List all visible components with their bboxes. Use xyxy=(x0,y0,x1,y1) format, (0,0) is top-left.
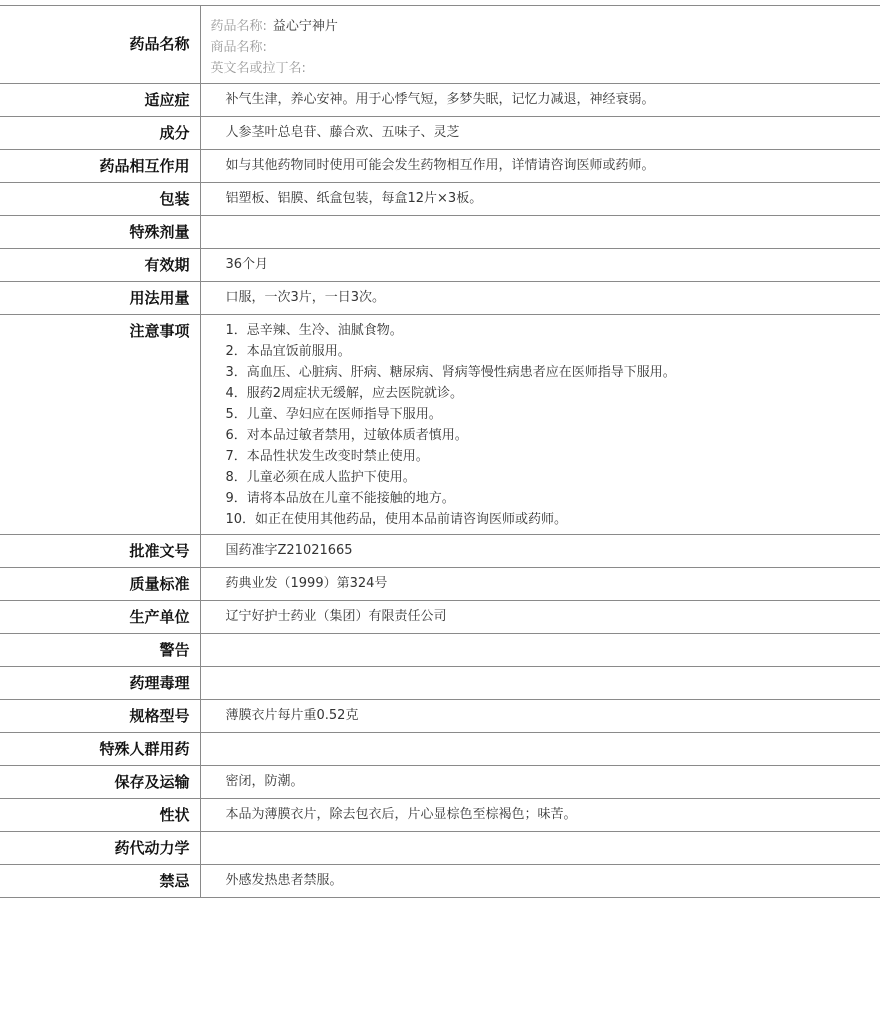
row-label: 特殊人群用药 xyxy=(99,740,190,758)
row-value: 36个月 xyxy=(225,257,269,272)
row-approval-number xyxy=(0,535,880,568)
generic-name-line xyxy=(211,16,880,37)
row-storage xyxy=(0,766,880,799)
row-label: 保存及运输 xyxy=(114,773,190,791)
row-value: 外感发热患者禁服。 xyxy=(225,873,343,888)
row-label: 适应症 xyxy=(144,91,190,109)
list-item: 3．高血压、心脏病、肝病、糖尿病、肾病等慢性病患者应在医师指导下服用。 xyxy=(225,365,676,380)
row-special-dosage xyxy=(0,216,880,249)
row-label: 注意事项 xyxy=(129,322,190,340)
row-precautions xyxy=(0,315,880,535)
precautions-list xyxy=(226,315,880,530)
row-packaging xyxy=(0,183,880,216)
row-value: 薄膜衣片每片重0.52克 xyxy=(225,708,359,723)
row-specification xyxy=(0,700,880,733)
row-value: 口服，一次3片，一日3次。 xyxy=(225,290,386,305)
list-item: 1．忌辛辣、生冷、油腻食物。 xyxy=(225,323,403,338)
row-label: 药品名称 xyxy=(129,35,190,53)
row-shelf-life xyxy=(0,249,880,282)
list-item: 4．服药2周症状无缓解，应去医院就诊。 xyxy=(225,386,464,401)
row-label: 生产单位 xyxy=(129,608,190,626)
row-label: 药理毒理 xyxy=(129,674,190,692)
row-label: 包装 xyxy=(159,190,190,208)
row-value: 国药准字Z21021665 xyxy=(225,543,353,558)
row-label: 性状 xyxy=(159,806,190,824)
row-ingredients xyxy=(0,117,880,150)
row-drug-name xyxy=(0,6,880,84)
list-item: 5．儿童、孕妇应在医师指导下服用。 xyxy=(225,407,442,422)
row-contraindications xyxy=(0,865,880,898)
row-manufacturer xyxy=(0,601,880,634)
list-item: 6．对本品过敏者禁用，过敏体质者慎用。 xyxy=(225,428,468,443)
row-value: 辽宁好护士药业（集团）有限责任公司 xyxy=(225,609,447,624)
row-pharmacology xyxy=(0,667,880,700)
list-item: 7．本品性状发生改变时禁止使用。 xyxy=(225,449,429,464)
row-warning xyxy=(0,634,880,667)
row-indications xyxy=(0,84,880,117)
list-item: 2．本品宜饭前服用。 xyxy=(225,344,351,359)
row-value: 人参茎叶总皂苷、藤合欢、五味子、灵芝 xyxy=(225,125,460,140)
row-label: 规格型号 xyxy=(129,707,190,725)
row-label: 药品相互作用 xyxy=(99,157,190,175)
row-value: 补气生津，养心安神。用于心悸气短，多梦失眠，记忆力减退，神经衰弱。 xyxy=(225,92,655,107)
row-label: 成分 xyxy=(159,124,190,142)
row-label: 质量标准 xyxy=(129,575,190,593)
row-label: 警告 xyxy=(159,641,190,659)
row-description xyxy=(0,799,880,832)
drug-spec-table xyxy=(0,5,880,898)
row-label-cell xyxy=(0,6,200,84)
row-drug-interactions xyxy=(0,150,880,183)
row-value: 如与其他药物同时使用可能会发生药物相互作用，详情请咨询医师或药师。 xyxy=(225,158,655,173)
row-value: 密闭，防潮。 xyxy=(225,774,304,789)
row-label: 特殊剂量 xyxy=(129,223,190,241)
row-quality-standard xyxy=(0,568,880,601)
row-label: 药代动力学 xyxy=(114,839,190,857)
list-item: 9．请将本品放在儿童不能接触的地方。 xyxy=(225,491,455,506)
list-item: 8．儿童必须在成人监护下使用。 xyxy=(225,470,416,485)
row-label: 有效期 xyxy=(144,256,190,274)
generic-name-key: 药品名称: xyxy=(210,19,267,34)
trade-name-key: 商品名称: xyxy=(210,40,267,55)
row-label: 用法用量 xyxy=(129,289,190,307)
row-value: 药典业发（1999）第324号 xyxy=(225,576,388,591)
row-value: 本品为薄膜衣片，除去包衣后，片心显棕色至棕褐色；味苦。 xyxy=(225,807,577,822)
row-value: 铝塑板、铝膜、纸盒包装，每盒12片×3板。 xyxy=(225,191,483,206)
english-name-key: 英文名或拉丁名: xyxy=(210,61,306,76)
trade-name-line xyxy=(211,37,880,58)
row-label: 禁忌 xyxy=(159,872,190,890)
english-name-line xyxy=(211,58,880,79)
row-pharmacokinetics xyxy=(0,832,880,865)
row-special-populations xyxy=(0,733,880,766)
list-item: 10．如正在使用其他药品，使用本品前请咨询医师或药师。 xyxy=(225,512,568,527)
row-dosage xyxy=(0,282,880,315)
generic-name-value: 益心宁神片 xyxy=(272,19,338,34)
drug-name-details xyxy=(200,6,880,84)
row-label: 批准文号 xyxy=(129,542,190,560)
